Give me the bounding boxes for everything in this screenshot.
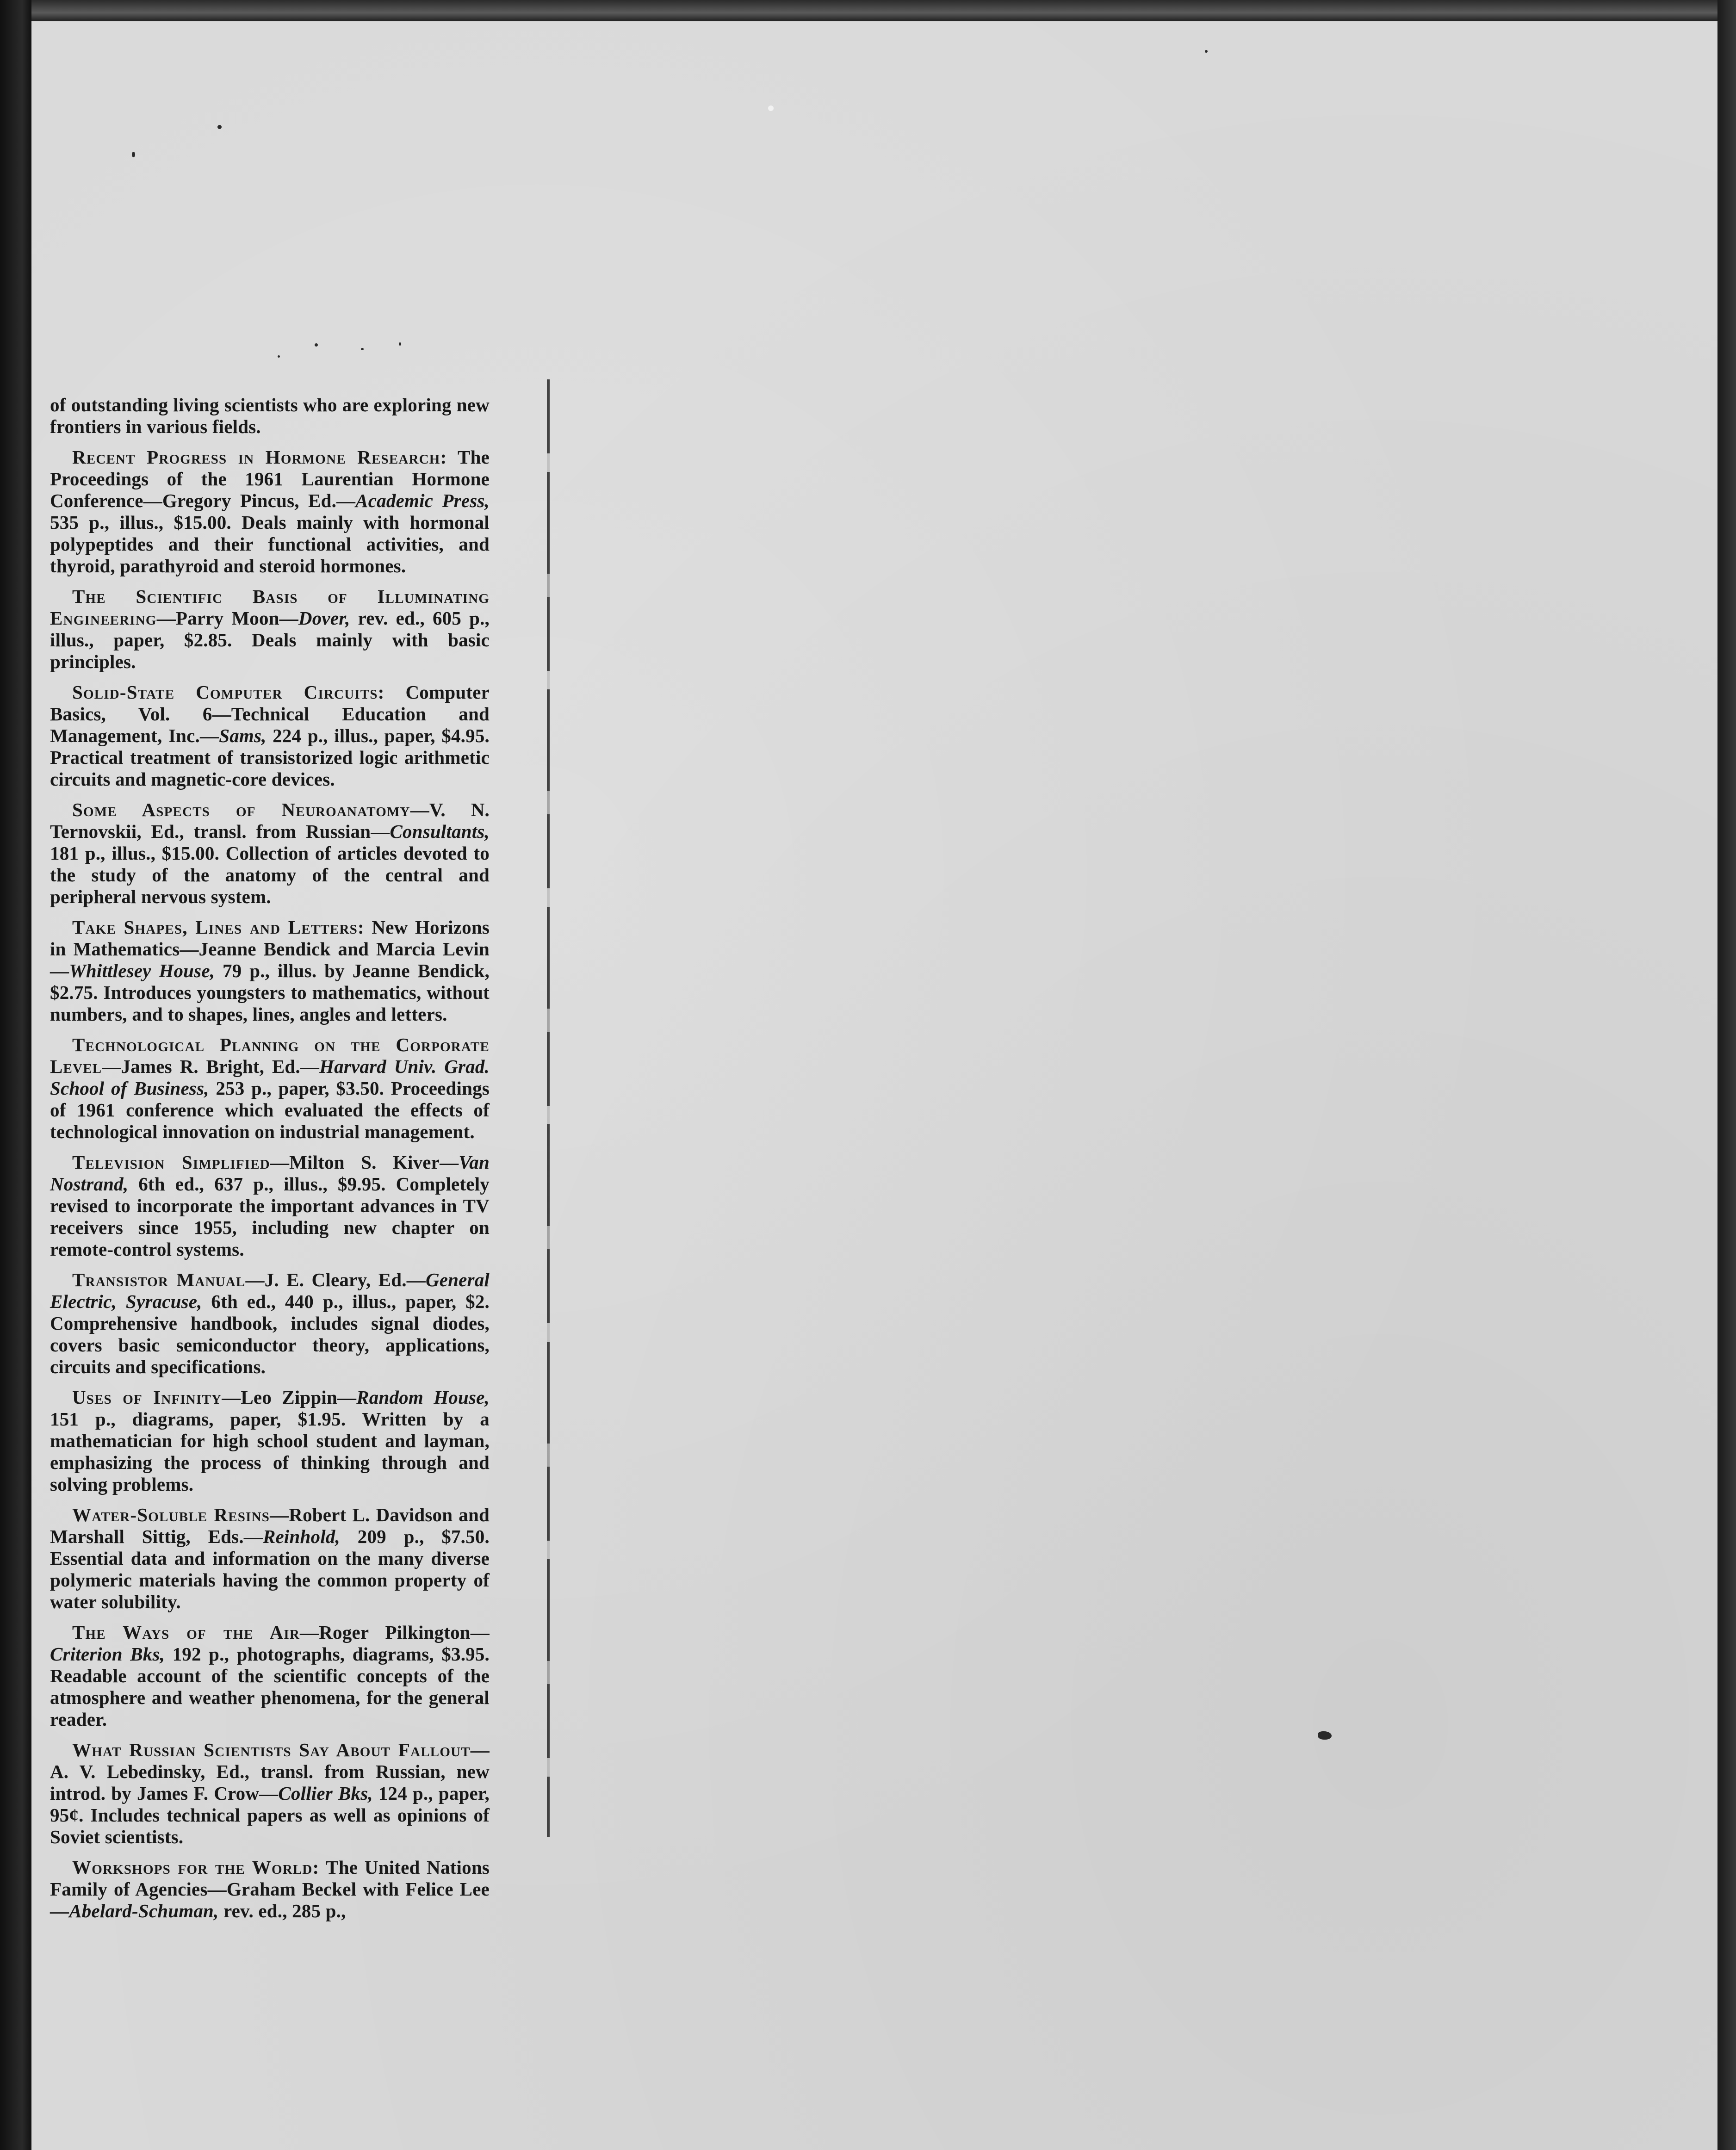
dust-speck [132, 152, 135, 157]
book-description: 209 p., $7.50. Essential data and information on the many diverse polymeric materials having the common property of water solubility. [50, 1526, 490, 1612]
book-description: 6th ed., 440 p., illus., paper, $2. Comprehensive handbook, includes signal diodes, covers basic semiconductor theory, applications, circuits and specifications. [50, 1291, 490, 1377]
book-entry [50, 1857, 490, 1922]
scan-edge-top [0, 0, 1736, 21]
book-publisher: Random House, [356, 1387, 490, 1408]
dust-speck [278, 355, 280, 358]
book-description: 124 p., paper, 95¢. Includes technical papers as well as opinions of Soviet scientists. [50, 1783, 490, 1847]
book-description: 535 p., illus., $15.00. Deals mainly with hormonal polypeptides and their functional activities, and thyroid, parathyroid and steroid hormones. [50, 512, 490, 576]
dust-speck [1318, 1731, 1332, 1740]
book-entry [50, 1269, 490, 1378]
book-entry [50, 1034, 490, 1143]
column-rule [547, 379, 550, 1837]
book-title: Recent Progress in Hormone Research: [72, 446, 447, 468]
book-details: —V. N. Ternovskii, Ed., transl. from Russian— [50, 799, 490, 842]
book-entry [50, 586, 490, 673]
book-title: Uses of Infinity [72, 1387, 222, 1408]
book-entry [50, 1387, 490, 1495]
book-title: Solid-State Computer Circuits: [72, 682, 385, 703]
book-description: 181 p., illus., $15.00. Collection of articles devoted to the study of the anatomy of the central and peripheral nervous system. [50, 843, 490, 907]
book-title: Transistor Manual [72, 1269, 246, 1290]
book-details: —A. V. Lebedinsky, Ed., transl. from Russian, new introd. by James F. Crow— [50, 1739, 490, 1804]
book-details: —Robert L. Davidson and Marshall Sittig, Eds.— [50, 1504, 490, 1547]
book-entry [50, 1622, 490, 1730]
scan-edge-right [1717, 0, 1736, 2150]
book-publisher: Criterion Bks, [50, 1643, 165, 1665]
book-entry [50, 799, 490, 908]
dust-speck [361, 348, 364, 350]
dust-speck [217, 125, 222, 129]
book-entry [50, 1739, 490, 1848]
book-publisher: Reinhold, [262, 1526, 340, 1547]
book-title: What Russian Scientists Say About Fallout [72, 1739, 471, 1760]
book-details: —James R. Bright, Ed.— [102, 1056, 320, 1077]
book-title: The Scientific Basis of Illuminating Engineering [50, 586, 490, 629]
book-publisher: General Electric, Syracuse, [50, 1269, 490, 1312]
book-description: rev. ed., 605 p., illus., paper, $2.85. Deals mainly with basic principles. [50, 607, 490, 672]
book-details: The Proceedings of the 1961 Laurentian Hormone Conference—Gregory Pincus, Ed.— [50, 446, 490, 511]
scan-edge-left [0, 0, 31, 2150]
book-title: Water-Soluble Resins [72, 1504, 270, 1525]
book-entry [50, 1152, 490, 1260]
book-details: —Leo Zippin— [222, 1387, 357, 1408]
book-entry [50, 682, 490, 790]
book-details: —Milton S. Kiver— [270, 1152, 459, 1173]
dust-speck [1205, 50, 1208, 53]
dust-speck [768, 105, 774, 111]
book-publisher: Van Nostrand, [50, 1152, 490, 1195]
book-publisher: Harvard Univ. Grad. School of Business, [50, 1056, 490, 1099]
book-description: 224 p., illus., paper, $4.95. Practical treatment of transistorized logic arithmetic circuits and magnetic-core devices. [50, 725, 490, 790]
book-title: The Ways of the Air [72, 1622, 300, 1643]
book-details: —Parry Moon— [156, 607, 298, 629]
continuation-text: of outstanding living scientists who are exploring new frontiers in various fields. [50, 394, 490, 437]
book-entry [50, 446, 490, 577]
book-publisher: Abelard-Schuman, [69, 1900, 219, 1921]
book-list-column [50, 394, 490, 1931]
book-title: Television Simplified [72, 1152, 270, 1173]
book-title: Some Aspects of Neuroanatomy [72, 799, 410, 820]
book-description: 79 p., illus. by Jeanne Bendick, $2.75. Introduces youngsters to mathematics, without numbers, and to shapes, lines, angles and letters. [50, 960, 490, 1025]
book-publisher: Academic Press, [355, 490, 490, 511]
book-details: New Horizons in Mathematics—Jeanne Bendick and Marcia Levin— [50, 917, 490, 981]
book-entry [50, 1504, 490, 1613]
book-details: —J. E. Cleary, Ed.— [245, 1269, 426, 1290]
book-publisher: Collier Bks, [278, 1783, 373, 1804]
book-description: 192 p., photographs, diagrams, $3.95. Readable account of the scientific concepts of the atmosphere and weather phenomena, for the general reader. [50, 1643, 490, 1730]
book-publisher: Whittlesey House, [69, 960, 215, 981]
book-details: The United Nations Family of Agencies—Graham Beckel with Felice Lee— [50, 1857, 490, 1921]
dust-speck [315, 343, 318, 347]
book-publisher: Sams, [219, 725, 267, 746]
book-title: Technological Planning on the Corporate Level [50, 1034, 490, 1077]
book-details: Computer Basics, Vol. 6—Technical Education and Management, Inc.— [50, 682, 490, 746]
book-title: Workshops for the World: [72, 1857, 320, 1878]
book-publisher: Consultants, [390, 821, 490, 842]
book-description: 151 p., diagrams, paper, $1.95. Written by a mathematician for high school student and layman, emphasizing the process of thinking through and solving problems. [50, 1408, 490, 1495]
book-entry [50, 917, 490, 1025]
book-title: Take Shapes, Lines and Letters: [72, 917, 365, 938]
dust-speck [399, 342, 401, 346]
book-description: 6th ed., 637 p., illus., $9.95. Completely revised to incorporate the important advances in TV receivers since 1955, including new chapter on remote-control systems. [50, 1173, 490, 1260]
book-description: 253 p., paper, $3.50. Proceedings of 1961 conference which evaluated the effects of technological innovation on industrial management. [50, 1078, 490, 1142]
book-publisher: Dover, [298, 607, 350, 629]
book-details: —Roger Pilkington— [300, 1622, 490, 1643]
book-description: rev. ed., 285 p., [218, 1900, 346, 1921]
